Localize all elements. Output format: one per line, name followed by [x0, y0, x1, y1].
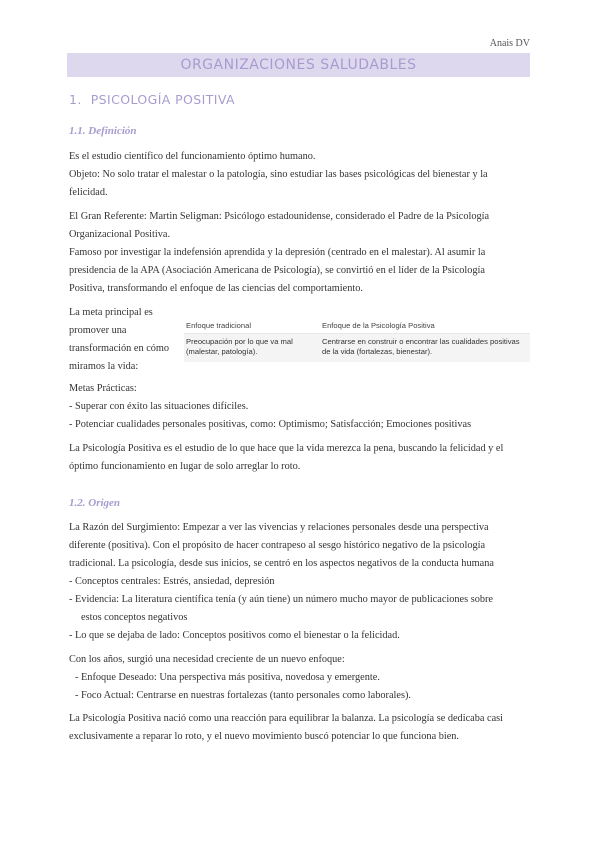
list-item: - Evidencia: La literatura científica tenía (y aún tiene) un número mucho mayor de publicaciones sobre	[69, 594, 494, 605]
text-line: Metas Prácticas:	[69, 383, 137, 394]
paragraph-origen	[69, 519, 531, 645]
table-cell-line: Preocupación por lo que va mal	[186, 337, 293, 346]
table-cell-line: Centrarse en construir o encontrar las cualidades positivas	[322, 337, 520, 346]
paragraph-definicion	[69, 148, 531, 202]
text-line: promover una	[69, 325, 127, 336]
text-line: Con los años, surgió una necesidad creciente de un nuevo enfoque:	[69, 654, 345, 665]
text-line: miramos la vida:	[69, 361, 139, 372]
section-heading	[69, 92, 235, 107]
paragraph-conclusion-definicion	[69, 440, 531, 476]
list-item: - Superar con éxito las situaciones difíciles.	[69, 401, 249, 412]
list-item: - Lo que se dejaba de lado: Conceptos positivos como el bienestar o la felicidad.	[69, 630, 400, 641]
author-name: Anais DV	[489, 38, 530, 49]
table-header-traditional: Enfoque tradicional	[186, 321, 252, 330]
table-header-positive: Enfoque de la Psicología Positiva	[322, 321, 435, 330]
paragraph-nuevo-enfoque	[69, 651, 531, 705]
text-line: Organizacional Positiva.	[69, 229, 171, 240]
subsection-heading-definicion: 1.1. Definición	[69, 125, 137, 137]
text-line: La Psicología Positiva es el estudio de lo que hace que la vida merezca la pena, buscando la felicidad y el	[69, 443, 504, 454]
text-line: La Psicología Positiva nació como una reacción para equilibrar la balanza. La psicología se dedicaba casi	[69, 713, 504, 724]
paragraph-referente	[69, 208, 531, 298]
section-title: PSICOLOGÍA POSITIVA	[90, 92, 235, 107]
paragraph-meta	[69, 304, 179, 376]
list-item: - Foco Actual: Centrarse en nuestras fortalezas (tanto personales como laborales).	[75, 690, 411, 701]
text-line: óptimo funcionamiento en lugar de solo arreglar lo roto.	[69, 461, 301, 472]
text-line: diferente (positiva). Con el propósito de hacer contrapeso al sesgo histórico negativo de la psicología	[69, 540, 486, 551]
section-number: 1.	[69, 92, 82, 107]
text-line: exclusivamente a reparar lo roto, y el nuevo movimiento buscó potenciar lo que funciona bien.	[69, 731, 460, 742]
subsection-heading-origen: 1.2. Origen	[69, 497, 121, 509]
table-cell-line: de la vida (fortalezas, bienestar).	[322, 347, 433, 356]
table-cell-traditional	[186, 337, 293, 357]
text-line: La Razón del Surgimiento: Empezar a ver las vivencias y relaciones personales desde una perspectiva	[69, 522, 489, 533]
text-line: El Gran Referente: Martin Seligman: Psicólogo estadounidense, considerado el Padre de la Psicología	[69, 211, 490, 222]
table-cell-positive	[322, 337, 520, 357]
text-line: felicidad.	[69, 187, 108, 198]
list-item: - Potenciar cualidades personales positivas, como: Optimismo; Satisfacción; Emociones positivas	[69, 419, 472, 430]
table-cell-line: (malestar, patología).	[186, 347, 258, 356]
document-title: ORGANIZACIONES SALUDABLES	[67, 53, 530, 77]
text-line: tradicional. La psicología, desde sus inicios, se centró en los aspectos negativos de la conducta humana	[69, 558, 494, 569]
text-line: Objeto: No solo tratar el malestar o la patología, sino estudiar las bases psicológicas del bienestar y la	[69, 169, 488, 180]
text-line: Positiva, transformando el enfoque de las ciencias del comportamiento.	[69, 283, 363, 294]
list-item-continuation: estos conceptos negativos	[81, 612, 188, 623]
list-item: - Enfoque Deseado: Una perspectiva más positiva, novedosa y emergente.	[75, 672, 380, 683]
text-line: transformación en cómo	[69, 343, 170, 354]
paragraph-metas-practicas	[69, 380, 531, 434]
paragraph-conclusion-origen	[69, 710, 531, 746]
comparison-table-image	[184, 319, 530, 362]
text-line: Famoso por investigar la indefensión aprendida y la depresión (centrado en el malestar). Al asumir la	[69, 247, 486, 258]
text-line: Es el estudio científico del funcionamiento óptimo humano.	[69, 151, 316, 162]
text-line: presidencia de la APA (Asociación Americana de Psicología), se convirtió en el líder de la Psicología	[69, 265, 485, 276]
text-line: La meta principal es	[69, 307, 153, 318]
list-item: - Conceptos centrales: Estrés, ansiedad, depresión	[69, 576, 275, 587]
